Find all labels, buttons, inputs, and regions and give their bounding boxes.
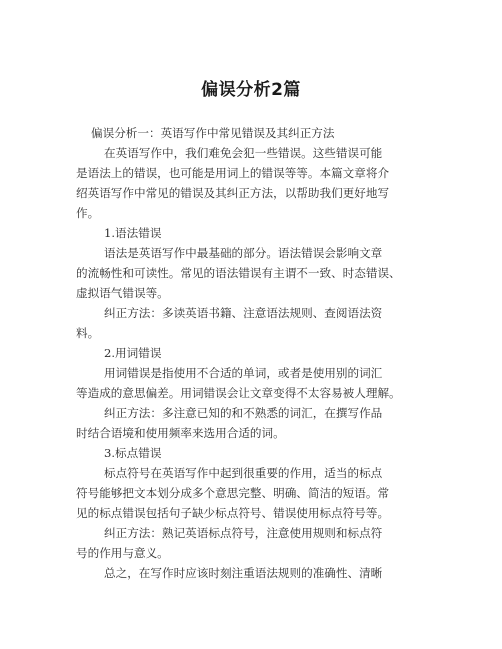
paragraph-line: 的流畅性和可读性。常见的语法错误有主谓不一致、时态错误、 bbox=[76, 266, 401, 280]
paragraph-line: 时结合语境和使用频率来选用合适的词。 bbox=[76, 426, 285, 440]
paragraph-line: 号的作用与意义。 bbox=[76, 546, 169, 560]
paragraph-line: 纠正方法：熟记英语标点符号，注意使用规则和标点符 bbox=[104, 526, 383, 540]
paragraph-line: 标点符号在英语写作中起到很重要的作用，适当的标点 bbox=[104, 466, 383, 480]
paragraph-line: 总之，在写作时应该时刻注重语法规则的准确性、清晰 bbox=[104, 566, 383, 580]
document-title: 偏误分析2篇 bbox=[201, 80, 301, 100]
paragraph-line: 绍英语写作中常见的错误及其纠正方法，以帮助我们更好地写 bbox=[76, 186, 390, 200]
paragraph-line: 纠正方法：多注意已知的和不熟悉的词汇，在撰写作品 bbox=[104, 406, 383, 420]
section-heading: 2.用词错误 bbox=[104, 346, 162, 360]
paragraph-line: 符号能够把文本划分成多个意思完整、明确、简洁的短语。常 bbox=[76, 486, 390, 500]
section-heading: 1.语法错误 bbox=[104, 226, 162, 240]
subtitle-line: 偏误分析一：英语写作中常见错误及其纠正方法 bbox=[91, 126, 335, 140]
paragraph-line: 在英语写作中，我们难免会犯一些错误。这些错误可能 bbox=[104, 146, 383, 160]
paragraph-line: 等造成的意思偏差。用词错误会让文章变得不太容易被人理解。 bbox=[76, 386, 401, 400]
paragraph-line: 纠正方法：多读英语书籍、注意语法规则、查阅语法资 bbox=[104, 306, 383, 320]
paragraph-line: 虚拟语气错误等。 bbox=[76, 286, 169, 300]
paragraph-line: 语法是英语写作中最基础的部分。语法错误会影响文章 bbox=[104, 246, 383, 260]
paragraph-line: 见的标点错误包括句子缺少标点符号、错误使用标点符号等。 bbox=[76, 506, 390, 520]
paragraph-line: 作。 bbox=[76, 206, 100, 220]
paragraph-line: 用词错误是指使用不合适的单词，或者是使用别的词汇 bbox=[104, 366, 383, 380]
paragraph-line: 料。 bbox=[76, 326, 100, 340]
section-heading: 3.标点错误 bbox=[104, 446, 162, 460]
paragraph-line: 是语法上的错误，也可能是用词上的错误等等。本篇文章将介 bbox=[76, 166, 390, 180]
